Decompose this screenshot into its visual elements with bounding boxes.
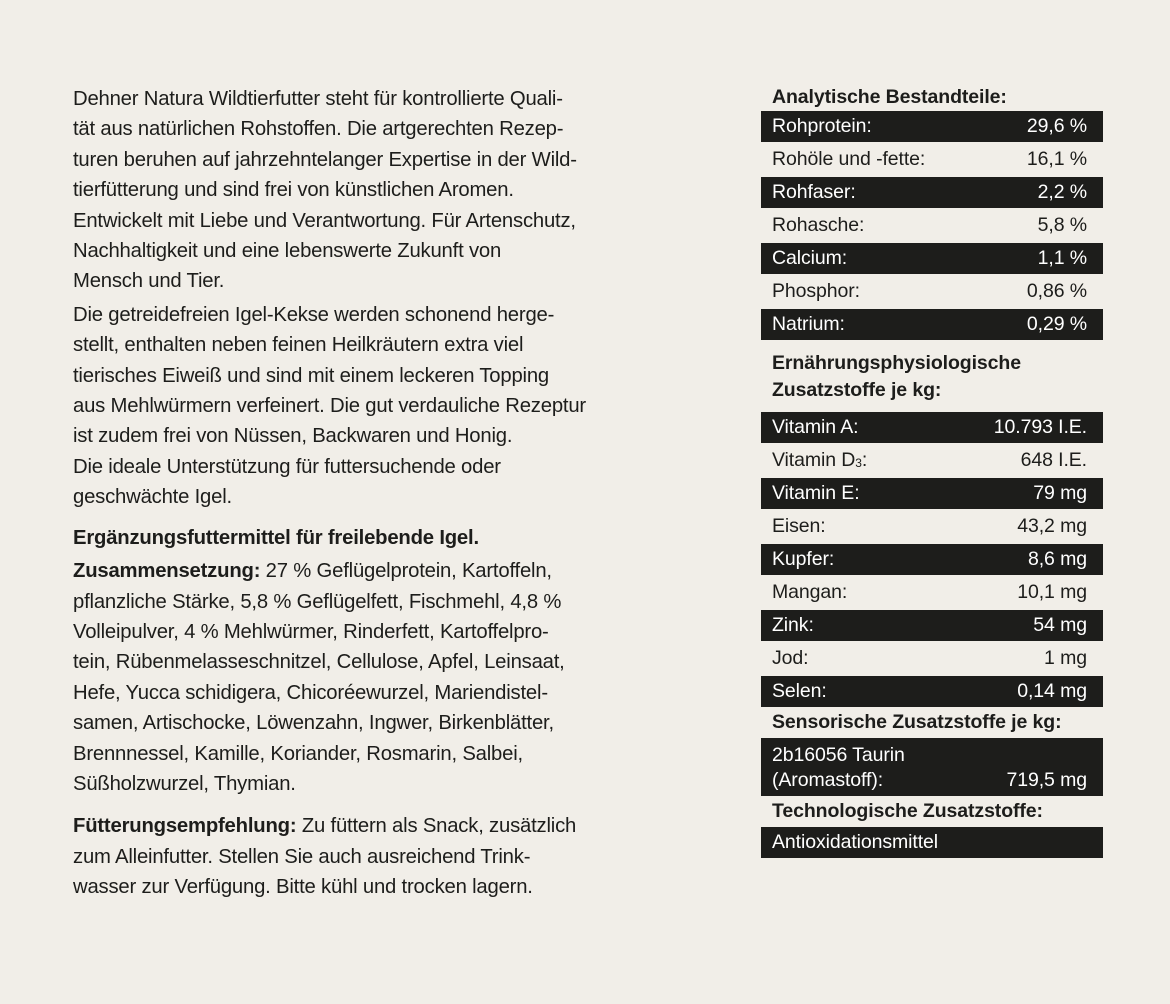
nutritional-row bbox=[761, 511, 1103, 542]
row-value: 719,5 mg bbox=[1006, 769, 1087, 791]
product-line: stellt, enthalten neben feinen Heilkräutern extra viel bbox=[73, 334, 524, 357]
composition-text: 27 % Geflügelprotein, Kartoffeln, bbox=[260, 560, 552, 583]
row-value: 79 mg bbox=[1033, 482, 1087, 504]
row-label: Jod: bbox=[772, 647, 809, 669]
analytical-row bbox=[761, 111, 1103, 142]
analytical-row bbox=[761, 177, 1103, 208]
row-label: Kupfer: bbox=[772, 548, 835, 570]
row-value: 54 mg bbox=[1033, 614, 1087, 636]
row-label bbox=[772, 743, 905, 793]
row-label: Calcium: bbox=[772, 247, 848, 269]
row-value: 10,1 mg bbox=[1017, 581, 1087, 603]
row-value: 0,14 mg bbox=[1017, 680, 1087, 702]
sensory-title: Sensorische Zusatzstoffe je kg: bbox=[772, 711, 1062, 733]
description-line: Entwickelt mit Liebe und Verantwortung. Für Artenschutz, bbox=[73, 209, 576, 232]
composition-line: pflanzliche Stärke, 5,8 % Geflügelfett, Fischmehl, 4,8 % bbox=[73, 590, 562, 613]
description-line: tät aus natürlichen Rohstoffen. Die artgerechten Rezep- bbox=[73, 118, 564, 141]
row-value: 10.793 I.E. bbox=[993, 416, 1087, 438]
sensory-row bbox=[761, 738, 1103, 796]
description-line: Dehner Natura Wildtierfutter steht für kontrollierte Quali- bbox=[73, 88, 563, 110]
row-label: Rohasche: bbox=[772, 214, 865, 236]
row-label: Selen: bbox=[772, 680, 827, 702]
product-line: ist zudem frei von Nüssen, Backwaren und Honig. bbox=[73, 425, 513, 448]
analytical-row bbox=[761, 210, 1103, 241]
row-value: 648 I.E. bbox=[1020, 449, 1087, 471]
row-label: Natrium: bbox=[772, 313, 845, 335]
product-line: Die ideale Unterstützung für futtersuchende oder bbox=[73, 455, 501, 478]
technological-row bbox=[761, 827, 1103, 858]
nutritional-row bbox=[761, 610, 1103, 641]
nutritional-title-1: Ernährungsphysiologische bbox=[772, 352, 1021, 374]
description-line: Mensch und Tier. bbox=[73, 270, 225, 293]
composition-line: Süßholzwurzel, Thymian. bbox=[73, 772, 296, 795]
row-value: 1,1 % bbox=[1037, 247, 1087, 269]
nutritional-row bbox=[761, 643, 1103, 674]
row-value: 8,6 mg bbox=[1027, 548, 1087, 570]
row-value: 0,86 % bbox=[1026, 280, 1087, 302]
row-label: Rohprotein: bbox=[772, 115, 872, 137]
analytical-row bbox=[761, 309, 1103, 340]
row-label: Rohfaser: bbox=[772, 181, 856, 203]
feeding-line: zum Alleinfutter. Stellen Sie auch ausreichend Trink- bbox=[73, 845, 531, 868]
row-value: 5,8 % bbox=[1037, 214, 1087, 236]
vitamin-d-label: Vitamin D bbox=[772, 449, 856, 471]
product-line: tierisches Eiweiß und sind mit einem leckeren Topping bbox=[73, 364, 550, 387]
row-label: Mangan: bbox=[772, 581, 848, 603]
composition-label: Zusammensetzung: bbox=[73, 560, 261, 583]
vitamin-d-subscript: 3 bbox=[855, 456, 862, 470]
nutritional-row bbox=[761, 544, 1103, 575]
composition-line: samen, Artischocke, Löwenzahn, Ingwer, Birkenblätter, bbox=[73, 712, 554, 735]
row-value: 16,1 % bbox=[1026, 148, 1087, 170]
row-label: Rohöle und -fette: bbox=[772, 148, 926, 170]
sensory-label-1: 2b16056 Taurin bbox=[772, 744, 905, 766]
analytical-row bbox=[761, 144, 1103, 175]
row-value: 1 mg bbox=[1044, 647, 1087, 669]
composition-line: Volleipulver, 4 % Mehlwürmer, Rinderfett, Kartoffelpro- bbox=[73, 620, 549, 643]
feeding-label: Fütterungsempfehlung: bbox=[73, 815, 297, 838]
product-line: Die getreidefreien Igel-Kekse werden schonend herge- bbox=[73, 303, 555, 326]
product-line: aus Mehlwürmern verfeinert. Die gut verdauliche Rezeptur bbox=[73, 395, 586, 418]
nutritional-row bbox=[761, 445, 1103, 476]
nutritional-row bbox=[761, 676, 1103, 707]
product-description bbox=[73, 84, 713, 903]
row-label: Vitamin E: bbox=[772, 482, 860, 504]
row-label bbox=[772, 449, 867, 472]
description-line: tierfütterung und sind frei von künstlichen Aromen. bbox=[73, 179, 514, 202]
vitamin-d-colon: : bbox=[861, 449, 868, 471]
feeding-text: Zu füttern als Snack, zusätzlich bbox=[296, 815, 577, 838]
feeding-line: wasser zur Verfügung. Bitte kühl und trocken lagern. bbox=[73, 876, 533, 899]
row-label: Antioxidationsmittel bbox=[772, 831, 938, 853]
nutritional-row bbox=[761, 478, 1103, 509]
row-value: 43,2 mg bbox=[1017, 515, 1087, 537]
description-line: Nachhaltigkeit und eine lebenswerte Zukunft von bbox=[73, 240, 502, 263]
composition-line: tein, Rübenmelasseschnitzel, Cellulose, Apfel, Leinsaat, bbox=[73, 651, 565, 674]
nutritional-title-2: Zusatzstoffe je kg: bbox=[772, 379, 942, 401]
nutrition-table bbox=[761, 84, 1103, 860]
description-line: turen beruhen auf jahrzehntelanger Expertise in der Wild- bbox=[73, 148, 577, 171]
composition-line: Brennnessel, Kamille, Koriander, Rosmarin, Salbei, bbox=[73, 742, 523, 765]
row-label: Vitamin A: bbox=[772, 416, 859, 438]
composition-line bbox=[73, 556, 713, 586]
composition-line: Hefe, Yucca schidigera, Chicoréewurzel, Mariendistel- bbox=[73, 681, 548, 704]
nutritional-row bbox=[761, 412, 1103, 443]
product-line: geschwächte Igel. bbox=[73, 486, 232, 509]
row-value: 29,6 % bbox=[1026, 115, 1087, 137]
analytical-row bbox=[761, 243, 1103, 274]
row-value: 2,2 % bbox=[1037, 181, 1087, 203]
row-label: Phosphor: bbox=[772, 280, 860, 302]
technological-title: Technologische Zusatzstoffe: bbox=[772, 800, 1043, 822]
row-label: Eisen: bbox=[772, 515, 826, 537]
row-value: 0,29 % bbox=[1026, 313, 1087, 335]
nutritional-row bbox=[761, 577, 1103, 608]
analytical-row bbox=[761, 276, 1103, 307]
supplement-title: Ergänzungsfuttermittel für freilebende Igel. bbox=[73, 526, 479, 549]
analytical-title: Analytische Bestandteile: bbox=[772, 86, 1007, 108]
row-label: Zink: bbox=[772, 614, 814, 636]
sensory-label-2: (Aromastoff): bbox=[772, 769, 884, 791]
feeding-line bbox=[73, 811, 713, 841]
